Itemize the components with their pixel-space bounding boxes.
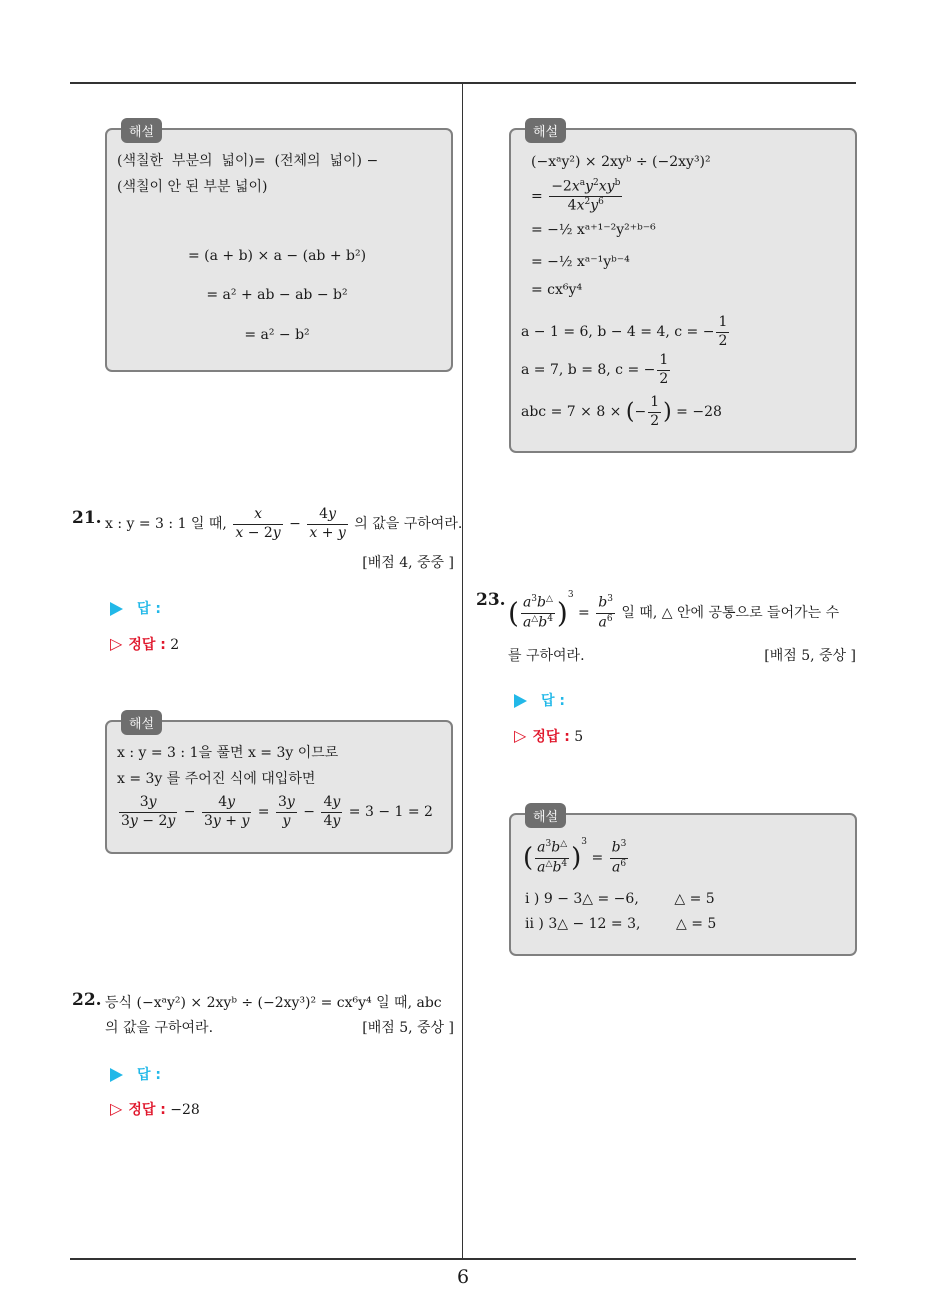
question-text: 를 구하여라. [508, 648, 585, 664]
column-divider [462, 83, 463, 1259]
answer-field[interactable]: 답 : [514, 690, 565, 710]
outline-triangle-icon: ▷ [110, 634, 123, 653]
question-text-suffix: 의 값을 구하여라. [354, 516, 463, 532]
equation-line: ii ) 3△ − 12 = 3, △ = 5 [525, 916, 717, 932]
explanation-tag: 해설 [121, 710, 162, 735]
equation-line: a = 7, b = 8, c = − $\frac{1}{2}$ [521, 352, 669, 387]
score-label: [배점 5, 중상 ] [764, 648, 856, 664]
explanation-tag: 해설 [121, 118, 162, 143]
explanation-box-q21 [105, 717, 453, 854]
correct-answer-value: 5 [574, 729, 584, 745]
explanation-box-q22 [509, 125, 857, 453]
question-number: 22. [72, 990, 102, 1010]
fraction: $\frac{x}{x - 2y}$ [235, 506, 281, 541]
fraction: $\frac{4y}{x + y}$ [309, 506, 346, 541]
equation-line: abc = 7 × 8 × (− $\frac{1}{2}$ ) = −28 [521, 394, 722, 429]
play-icon [110, 602, 123, 616]
equation-line: = $\frac{-2x^ay^2xy^b}{4x^2y^6}$ [531, 178, 621, 214]
outline-triangle-icon: ▷ [514, 726, 527, 745]
explanation-line: x : y = 3 : 1을 풀면 x = 3y 이므로 [117, 745, 339, 761]
equation-line: = (a + b) × a − (ab + b²) [187, 248, 367, 264]
equation-line: = −½ xᵃ⁺¹⁻²y²⁺ᵇ⁻⁶ [531, 222, 656, 238]
equation-line: a − 1 = 6, b − 4 = 4, c = − $\frac{1}{2}$ [521, 314, 728, 349]
play-icon [110, 1068, 123, 1082]
explanation-line: x = 3y 를 주어진 식에 대입하면 [117, 771, 316, 787]
question-text-prefix: x : y = 3 : 1 일 때, [105, 516, 227, 532]
correct-answer: ▷ 정답 : −28 [110, 1099, 200, 1118]
equation-line: $\frac{3y}{3y - 2y}$ − $\frac{4y}{3y + y}$ = $\frac{3y}{y}$ − $\frac{4y}{4y}$ = 3 − 1 = 2 [121, 794, 433, 829]
correct-answer: ▷ 정답 : 5 [514, 726, 584, 745]
question-number: 21. [72, 508, 102, 528]
score-label: [배점 4, 중중 ] [362, 555, 454, 571]
question-text: x : y = 3 : 1 일 때, $\frac{x}{x - 2y}$ − $\frac{4y}{x + y}$ 의 값을 구하여라. [105, 506, 463, 541]
correct-answer: ▷ 정답 : 2 [110, 634, 180, 653]
page-number: 6 [456, 1266, 470, 1288]
explanation-tag: 해설 [525, 803, 566, 828]
question-text: ( $\frac{a^3b^\triangle}{a^\triangle b^4}$ )$^3$ = $\frac{b^3}{a^6}$ 일 때, △ 안에 공통으로 들어가는 수 [508, 590, 840, 631]
equation-line: = −½ xᵃ⁻¹yᵇ⁻⁴ [531, 254, 630, 270]
question-text: 의 값을 구하여라. [105, 1020, 214, 1036]
explanation-line: (색칠이 안 된 부분 넓이) [117, 179, 268, 195]
equation-line: ( $\frac{a^3b^\triangle}{a^\triangle b^4}$ )$^3$ = $\frac{b^3}{a^6}$ [523, 837, 627, 876]
equation-line: = a² + ab − ab − b² [206, 287, 348, 303]
correct-answer-value: 2 [170, 637, 180, 653]
question-number: 23. [476, 590, 506, 610]
answer-field[interactable]: 답 : [110, 598, 161, 618]
equation-line: (−xᵃy²) × 2xyᵇ ÷ (−2xy³)² [531, 154, 711, 170]
equation-line: = a² − b² [244, 327, 310, 343]
outline-triangle-icon: ▷ [110, 1099, 123, 1118]
score-label: [배점 5, 중상 ] [362, 1020, 454, 1036]
bottom-rule [70, 1258, 856, 1260]
explanation-line: (색칠한 부분의 넓이)= (전체의 넓이) − [117, 153, 379, 169]
explanation-box-q23 [509, 810, 857, 956]
play-icon [514, 694, 527, 708]
equation-line: = cx⁶y⁴ [531, 282, 583, 298]
equation-line: i ) 9 − 3△ = −6, △ = 5 [525, 891, 715, 907]
explanation-box-area [105, 125, 453, 372]
answer-field[interactable]: 답 : [110, 1064, 161, 1084]
question-text-suffix: 일 때, △ 안에 공통으로 들어가는 수 [621, 605, 840, 621]
explanation-tag: 해설 [525, 118, 566, 143]
question-text: 등식 (−xᵃy²) × 2xyᵇ ÷ (−2xy³)² = cx⁶y⁴ 일 때, abc [105, 995, 442, 1011]
top-rule [70, 82, 856, 84]
correct-answer-value: −28 [170, 1102, 200, 1118]
